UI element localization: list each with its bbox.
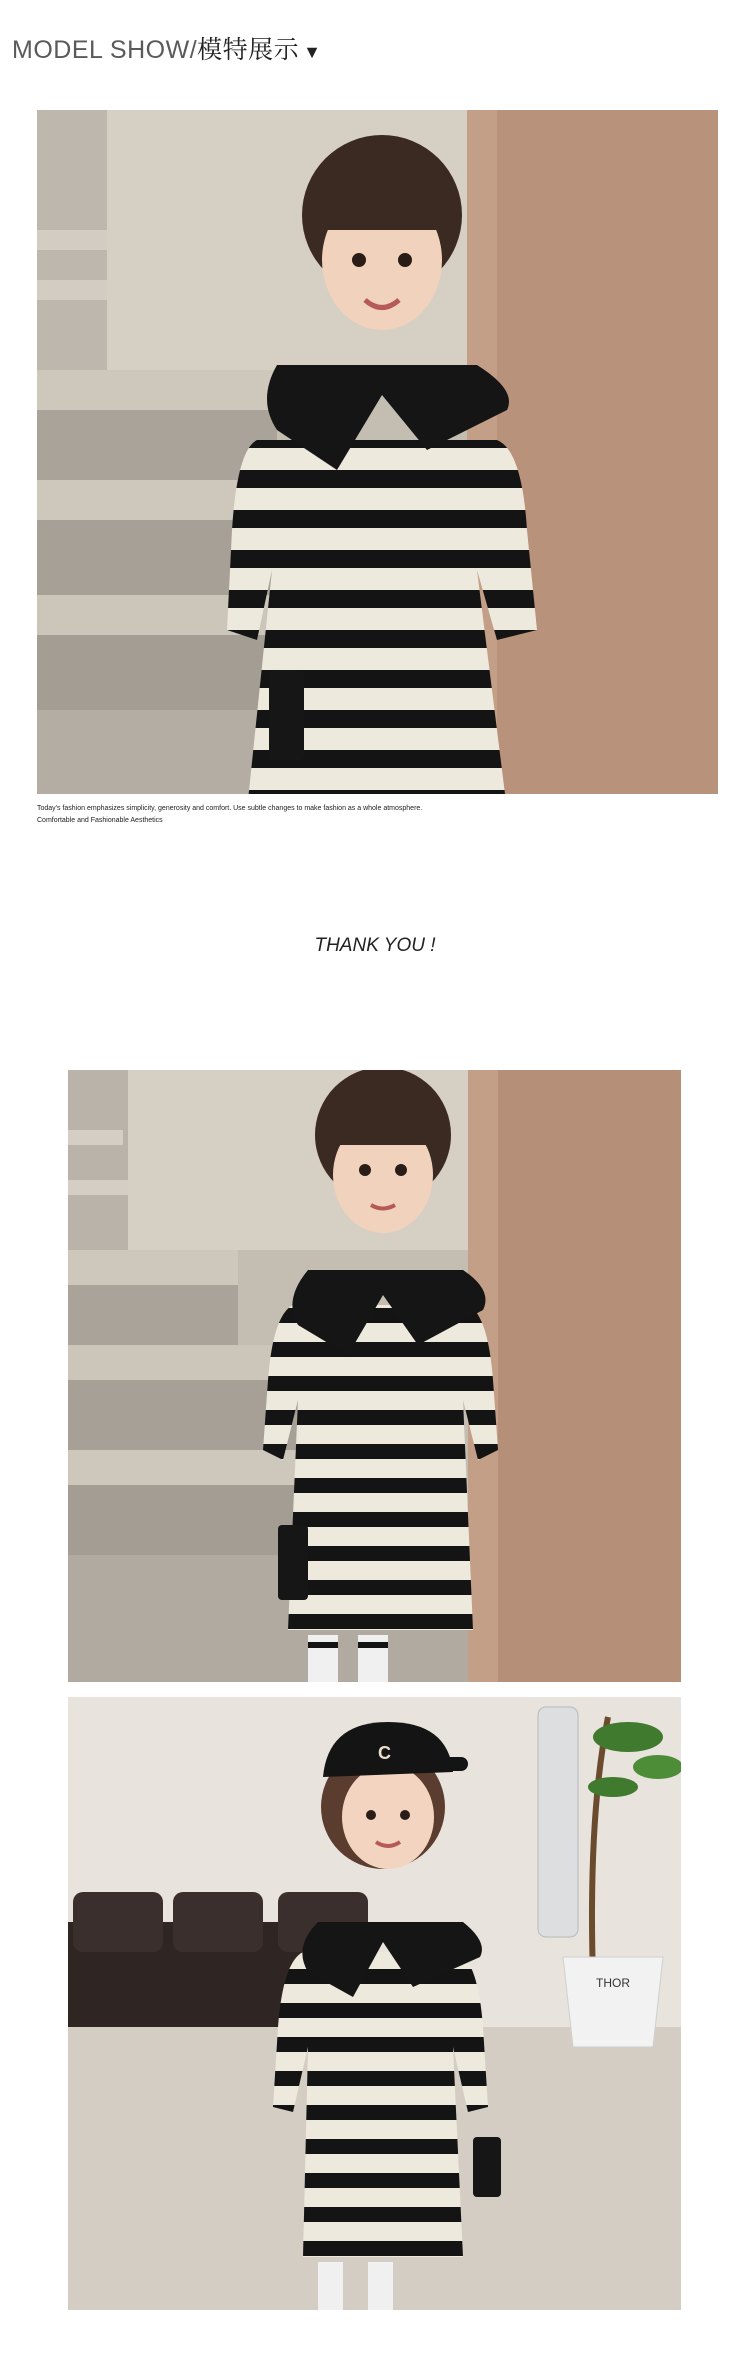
section-header (12, 30, 322, 66)
photo-3-image (68, 1697, 681, 2310)
header-separator: / (189, 36, 198, 64)
model-photo-stairs-smiling (37, 110, 718, 794)
caption-line-2: Comfortable and Fashionable Aesthetics (37, 817, 163, 824)
header-title-zh: 模特展示 (197, 36, 300, 64)
planter-label: THOR (596, 1976, 630, 1990)
photo-1-image (37, 110, 718, 794)
photo-caption (37, 803, 422, 827)
photo-2-image (68, 1070, 681, 1682)
model-photo-living-room (68, 1697, 681, 2310)
caption-line-1: Today's fashion emphasizes simplicity, generosity and comfort. Use subtle changes to make fashion as a whole atmosphere. (37, 805, 423, 812)
triangle-down-icon: ▼ (303, 42, 322, 62)
header-title-en: MODEL SHOW (12, 36, 190, 64)
thank-you-text: THANK YOU ! (314, 935, 436, 956)
cap-letter: C (378, 1743, 391, 1763)
model-photo-stairs-standing (68, 1070, 681, 1682)
